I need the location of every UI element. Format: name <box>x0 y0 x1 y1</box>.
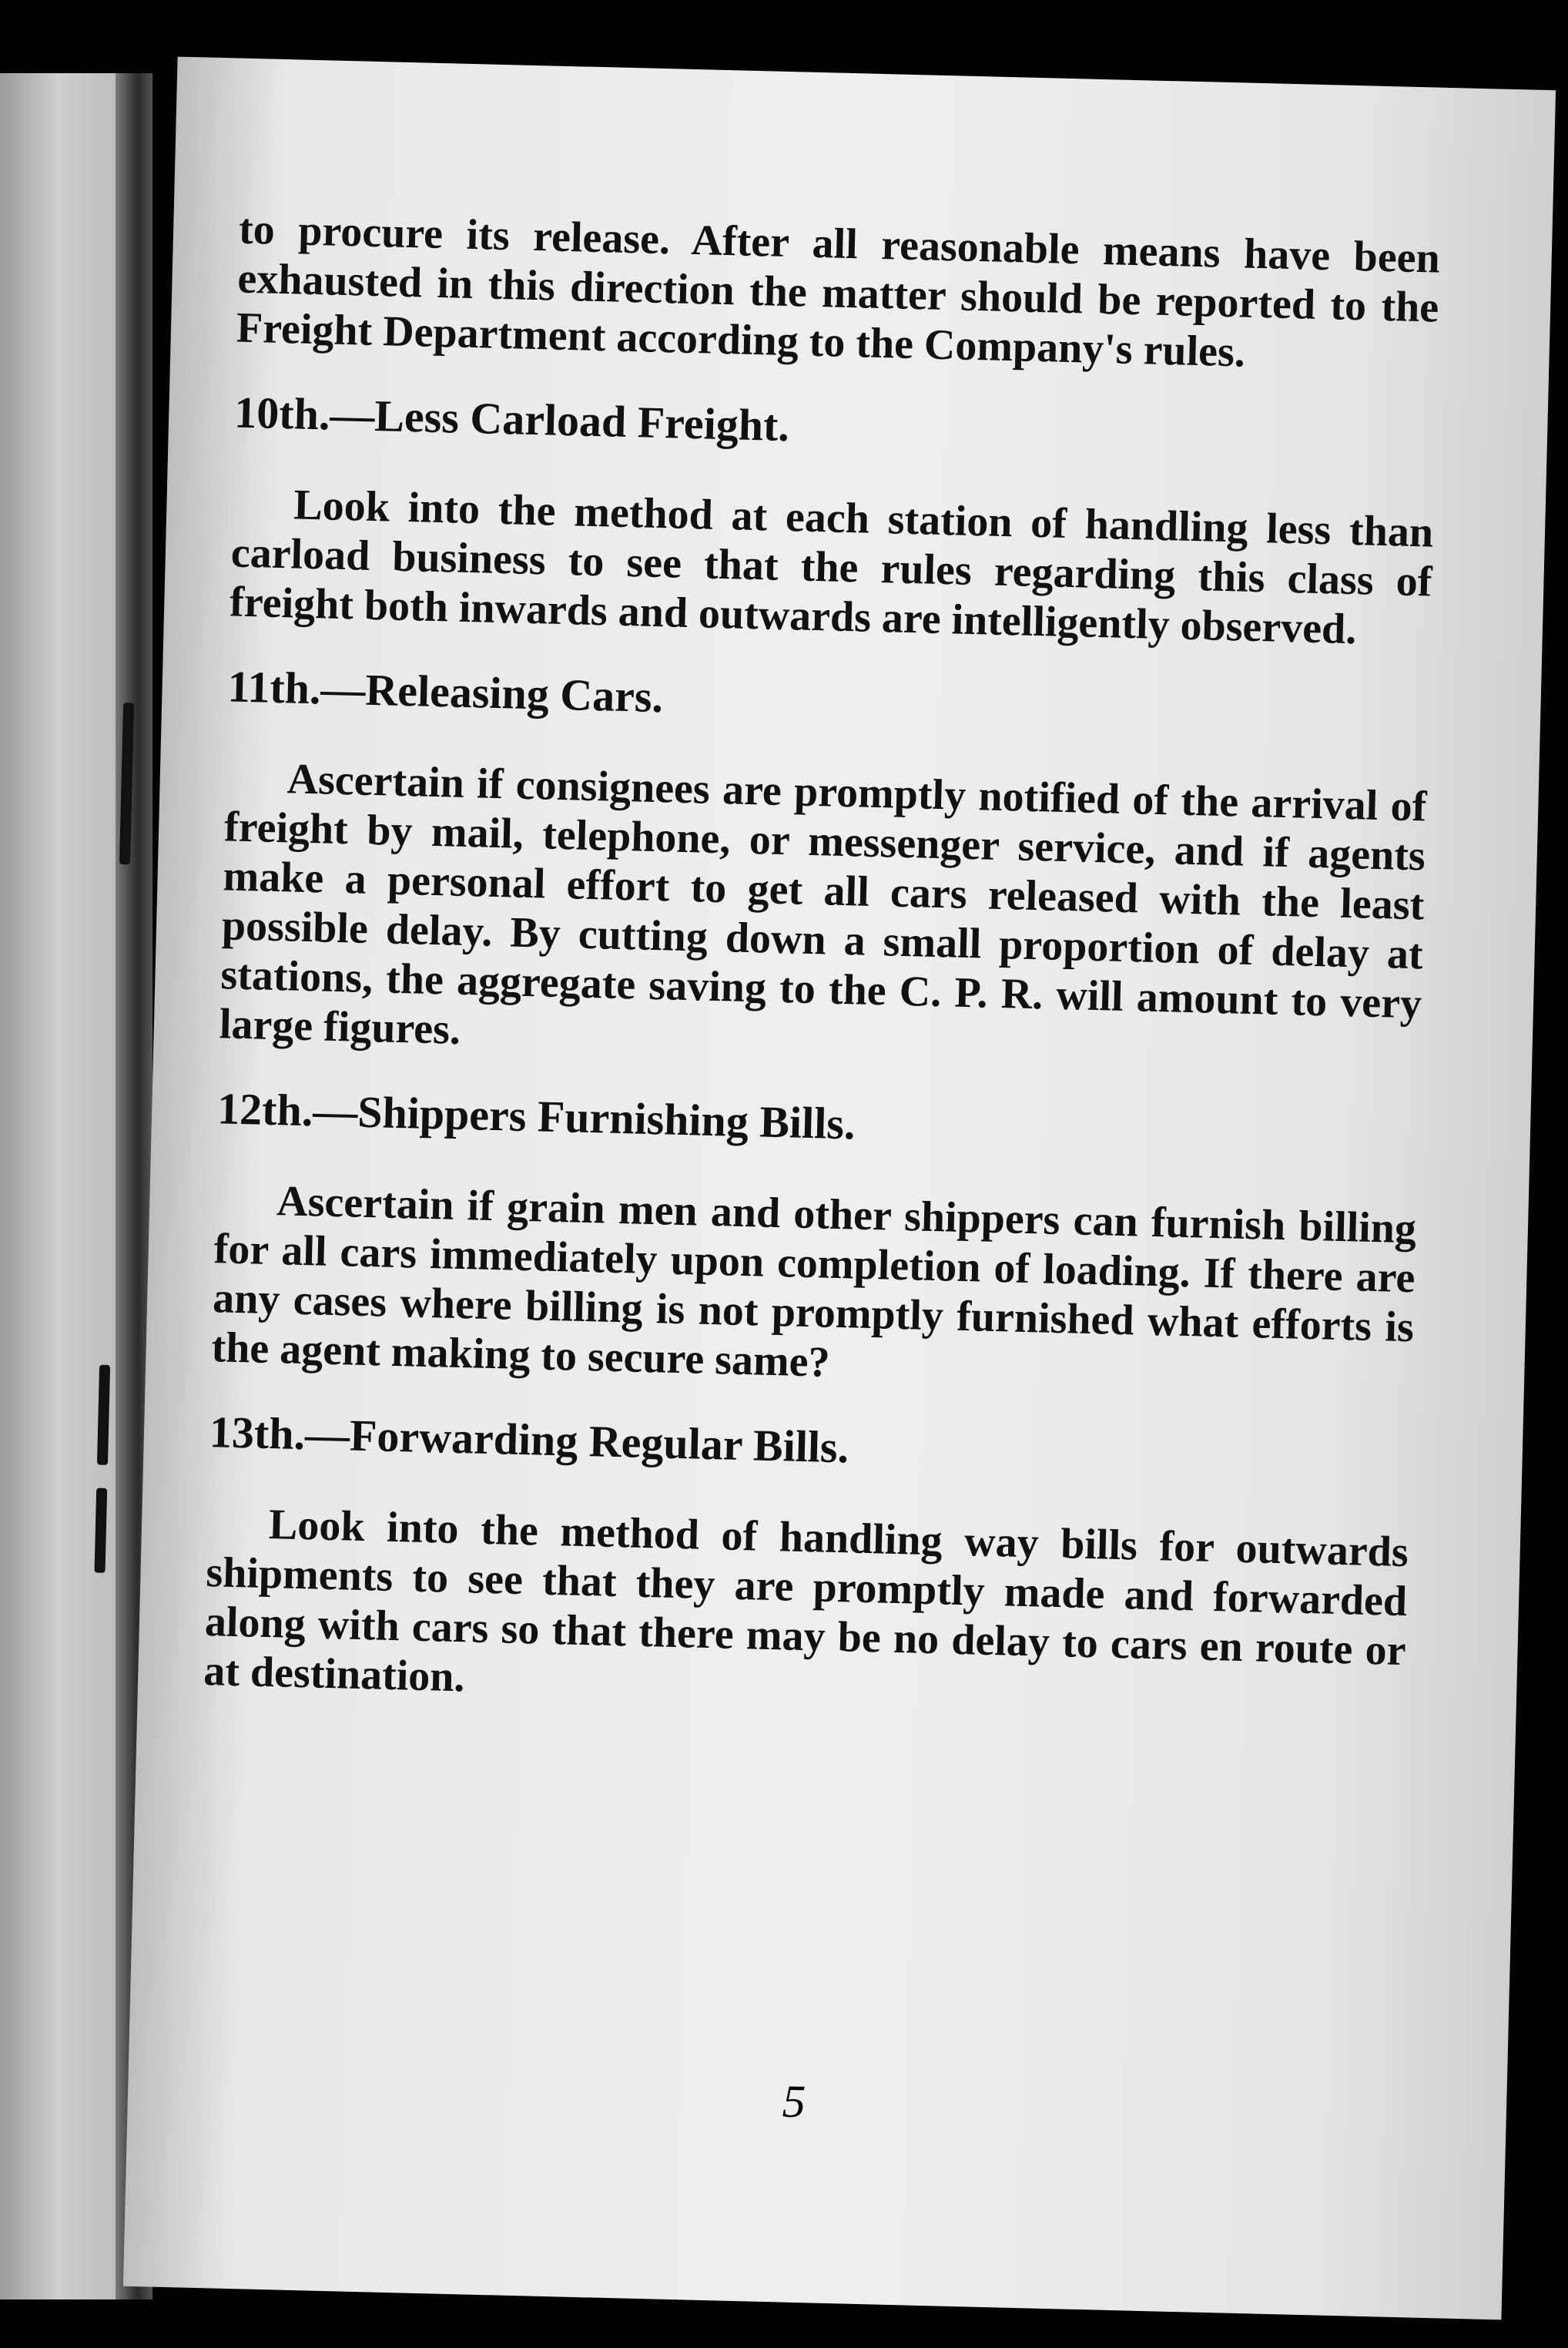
section-heading-12th: 12th.—Shippers Furnishing Bills. <box>216 1083 856 1149</box>
page-text <box>203 205 1441 1726</box>
facing-page-edge <box>0 73 116 2299</box>
section-heading-10th: 10th.—Less Carload Freight. <box>233 387 790 451</box>
opening-paragraph: to procure its release. After all reasonable means have been exhausted in this direction the matter should be reported to the Freight Department according to the Company's rules. <box>236 205 1441 377</box>
section-heading-13th: 13th.—Forwarding Regular Bills. <box>209 1407 849 1473</box>
section-body-11th: Ascertain if consignees are promptly notified of the arrival of freight by mail, telephone, or messenger service, and if agents make a personal effort to get all cars released with the least possible delay. By cutting down a small proportion of delay at stations, the aggregate saving to the C. P. R. will amount to very large figures. <box>219 755 1428 1054</box>
book-page <box>123 57 1556 2320</box>
page-number: 5 <box>782 2075 806 2128</box>
section-body-13th: Look into the method of handling way bills for outwards shipments to see that they are promptly made and forwarded along with cars so that there may be no delay to cars en route or at destination. <box>203 1501 1409 1702</box>
section-body-10th: Look into the method at each station of handling less than carload business to see that the rules regarding this class of freight both inwards and outwards are intelligently observed. <box>229 481 1434 654</box>
margin-mark <box>95 1488 108 1573</box>
section-heading-11th: 11th.—Releasing Cars. <box>226 661 664 723</box>
section-body-12th: Ascertain if grain men and other shippers can furnish billing for all cars immediately upon completion of loading. If there are any cases where billing is not promptly furnished what efforts is the agent making to secure same? <box>210 1177 1417 1387</box>
